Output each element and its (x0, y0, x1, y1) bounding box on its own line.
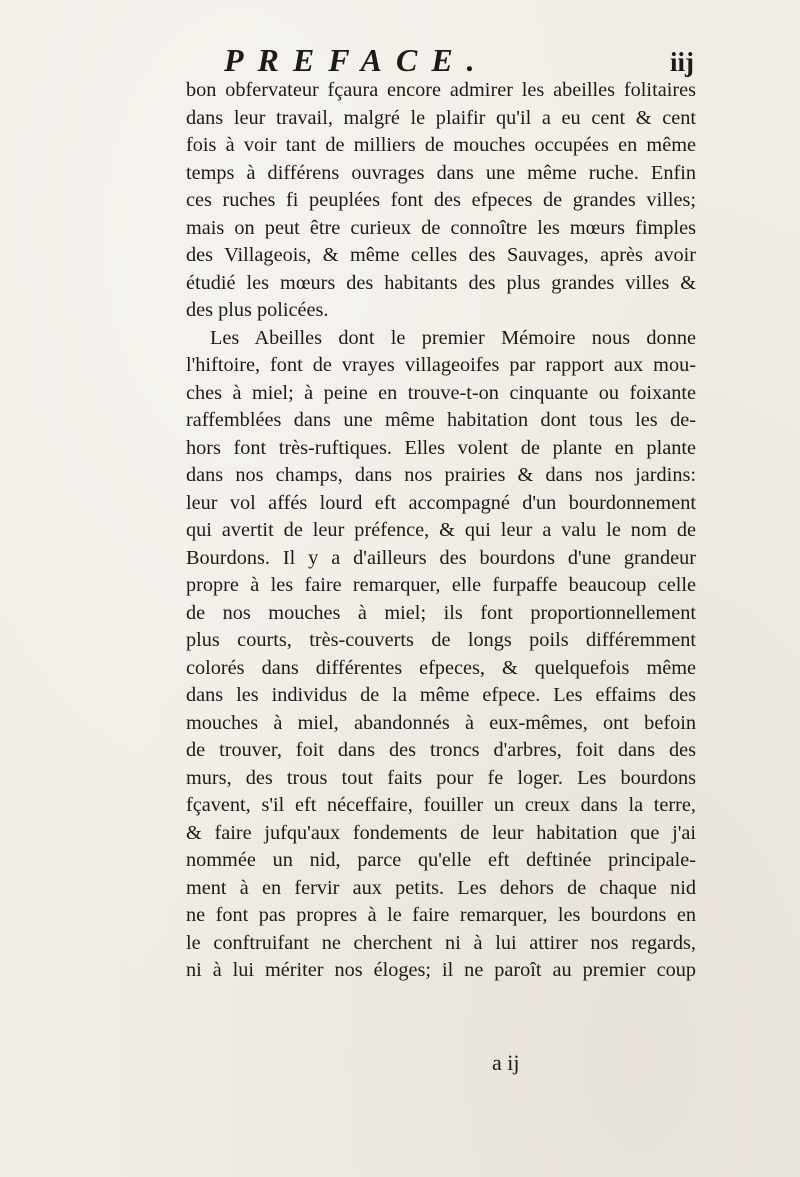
text-line: dans les individus de la même efpece. Les effaims des (186, 684, 696, 706)
text-line: de nos mouches à miel; ils font proportionnellement (186, 601, 696, 624)
text-line: dans leur travail, malgré le plaifir qu'il a eu cent & cent (186, 106, 696, 129)
text-line: murs, des trous tout faits pour fe loger. Les bourdons (186, 766, 696, 789)
text-line: plus courts, très-couverts de longs poils différemment (186, 629, 696, 651)
text-line: bon obfervateur fçaura encore admirer les abeilles folitaires (186, 79, 696, 101)
text-line: de trouver, foit dans des troncs d'arbres, foit dans des (186, 739, 696, 761)
text-line: fçavent, s'il eft néceffaire, fouiller un creux dans la terre, (186, 794, 696, 816)
text-line: & faire jufqu'aux fondements de leur habitation que j'ai (186, 821, 696, 844)
text-line: ment à en fervir aux petits. Les dehors de chaque nid (186, 876, 696, 899)
running-head (224, 38, 694, 82)
paragraph-start-line: Les Abeilles dont le premier Mémoire nous donne (210, 326, 696, 349)
text-line: colorés dans différentes efpeces, & quelquefois même (186, 656, 696, 679)
page-title: PREFACE. (224, 42, 489, 78)
text-line: Bourdons. Il y a d'ailleurs des bourdons d'une grandeur (186, 546, 696, 569)
text-line: ches à miel; à peine en trouve-t-on cinquante ou foixante (186, 381, 696, 404)
text-line: ni à lui mériter nos éloges; il ne paroît au premier coup (186, 959, 696, 981)
text-line: nommée un nid, parce qu'elle eft deftinée principale- (186, 849, 696, 871)
text-line: ne font pas propres à le faire remarquer, les bourdons en (186, 904, 696, 926)
text-line: leur vol affés lourd eft accompagné d'un bourdonnement (186, 491, 696, 514)
text-line: étudié les mœurs des habitants des plus grandes villes & (186, 271, 696, 294)
text-line: mais on peut être curieux de connoître les mœurs fimples (186, 216, 696, 239)
text-line: temps à différens ouvrages dans une même ruche. Enfin (186, 161, 696, 184)
text-line: qui avertit de leur préfence, & qui leur a valu le nom de (186, 519, 696, 541)
text-line: fois à voir tant de milliers de mouches occupées en même (186, 134, 696, 156)
text-line: raffemblées dans une même habitation dont tous les de- (186, 409, 696, 431)
text-line: ces ruches fi peuplées font des efpeces de grandes villes; (186, 189, 696, 211)
signature-mark: a ij (492, 1050, 520, 1075)
text-line: des plus policées. (186, 299, 329, 321)
text-line: l'hiftoire, font de vrayes villageoifes par rapport aux mou- (186, 354, 696, 376)
text-line: propre à les faire remarquer, elle furpaffe beaucoup celle (186, 574, 696, 596)
text-line: dans nos champs, dans nos prairies & dans nos jardins: (186, 464, 696, 486)
text-line: hors font très-ruftiques. Elles volent de plante en plante (186, 436, 696, 459)
text-line: mouches à miel, abandonnés à eux-mêmes, ont befoin (186, 711, 696, 734)
body-text (186, 77, 696, 985)
text-line: des Villageois, & même celles des Sauvages, après avoir (186, 244, 696, 266)
page-number: iij (670, 47, 694, 77)
text-line: le conftruifant ne cherchent ni à lui attirer nos regards, (186, 931, 696, 954)
